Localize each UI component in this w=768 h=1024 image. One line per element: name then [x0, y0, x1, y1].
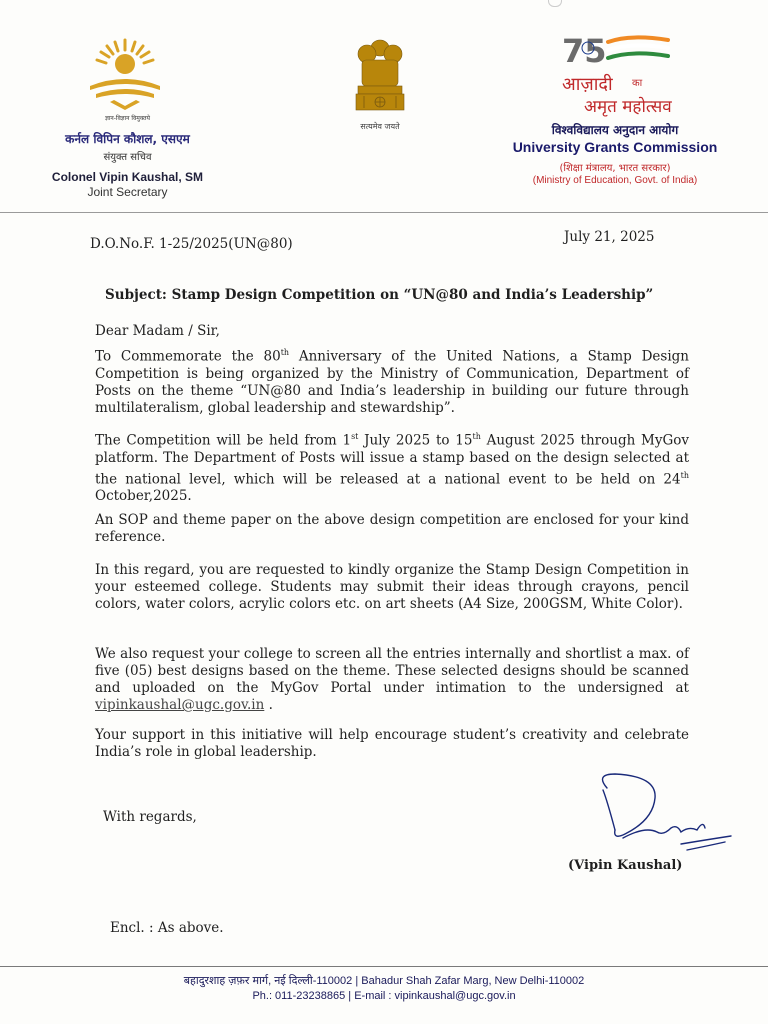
signatory-name: (Vipin Kaushal) — [568, 858, 683, 873]
azadi-ka-text: का — [632, 78, 643, 89]
azadi-text: आज़ादी — [562, 74, 613, 95]
enclosure-note: Encl. : As above. — [110, 920, 224, 936]
ministry-english: (Ministry of Education, Govt. of India) — [532, 175, 698, 186]
header-divider — [0, 212, 768, 213]
azadi-ka-amrit-mahotsav-logo — [550, 28, 690, 120]
emblem-motto: सत्यमेव जयते — [360, 122, 400, 131]
ministry-hindi: (शिक्षा मंत्रालय, भारत सरकार) — [559, 163, 671, 174]
footer-address: बहादुरशाह ज़फ़र मार्ग, नई दिल्ली-110002 | Bahadur Shah Zafar Marg, New Delhi-110002 — [183, 975, 585, 987]
reference-number: D.O.No.F. 1-25/2025(UN@80) — [90, 236, 293, 252]
letter-subject: Subject: Stamp Design Competition on “UN@80 and India’s Leadership” — [105, 287, 654, 303]
footer-divider — [0, 966, 768, 967]
footer-email[interactable]: E-mail : vipinkaushal@ugc.gov.in — [354, 990, 516, 1002]
closing: With regards, — [103, 809, 197, 825]
handwritten-signature — [585, 770, 735, 855]
paragraph-3: An SOP and theme paper on the above design competition are enclosed for your kind reference. — [95, 512, 689, 545]
footer-phone: Ph.: 011-23238865 — [252, 990, 346, 1002]
paragraph-5: We also request your college to screen all the entries internally and shortlist a max. of five (05) best designs based on the theme. These selected designs should be scanned and uploaded on the MyGov Portal under intimation to the undersigned at vipinkaushal@ugc.gov.in . — [95, 646, 689, 713]
ugc-logo-icon — [80, 36, 170, 116]
page-top-mark — [548, 0, 562, 7]
contact-email-link[interactable]: vipinkaushal@ugc.gov.in — [95, 697, 265, 713]
officer-name-english: Colonel Vipin Kaushal, SM — [51, 170, 204, 184]
footer-contact: Ph.: 011-23238865 | E-mail : vipinkaushal@ugc.gov.in — [252, 990, 516, 1002]
salutation: Dear Madam / Sir, — [95, 323, 220, 339]
paragraph-1: To Commemorate the 80th Anniversary of the United Nations, a Stamp Design Competition is being organized by the Ministry of Communication, Department of Posts on the theme “UN@80 and India’s leadership in building our future through multilateralism, global leadership and stewardship”. — [95, 348, 689, 416]
officer-designation-english: Joint Secretary — [87, 185, 168, 199]
officer-name-hindi: कर्नल विपिन कौशल, एसएम — [65, 132, 190, 146]
address-english: Bahadur Shah Zafar Marg, New Delhi-110002 — [361, 975, 585, 987]
address-hindi: बहादुरशाह ज़फ़र मार्ग, नई दिल्ली-110002 — [183, 975, 353, 987]
logo-motto-hindi: ज्ञान-विज्ञान विमुक्तये — [105, 115, 151, 122]
letter-date: July 21, 2025 — [564, 229, 655, 245]
ugc-name-english: University Grants Commission — [512, 139, 718, 155]
officer-designation-hindi: संयुक्त सचिव — [103, 152, 152, 163]
national-emblem-icon — [350, 36, 410, 118]
paragraph-6: Your support in this initiative will help encourage student’s creativity and celebrate India’s role in global leadership. — [95, 727, 689, 760]
amrit-mahotsav-text: अमृत महोत्सव — [584, 97, 672, 117]
paragraph-4: In this regard, you are requested to kindly organize the Stamp Design Competition in your esteemed college. Students may submit their ideas through crayons, pencil colors, water colors, acrylic colors etc. on art sheets (A4 Size, 200GSM, White Color). — [95, 562, 689, 612]
paragraph-2: The Competition will be held from 1st July 2025 to 15th August 2025 through MyGov platform. The Department of Posts will issue a stamp based on the design selected at the national level, which will be released at a national event to be held on 24th October,2025. — [95, 432, 690, 504]
ugc-name-hindi: विश्वविद्यालय अनुदान आयोग — [551, 123, 679, 137]
azadi-number: 75 — [562, 32, 607, 70]
